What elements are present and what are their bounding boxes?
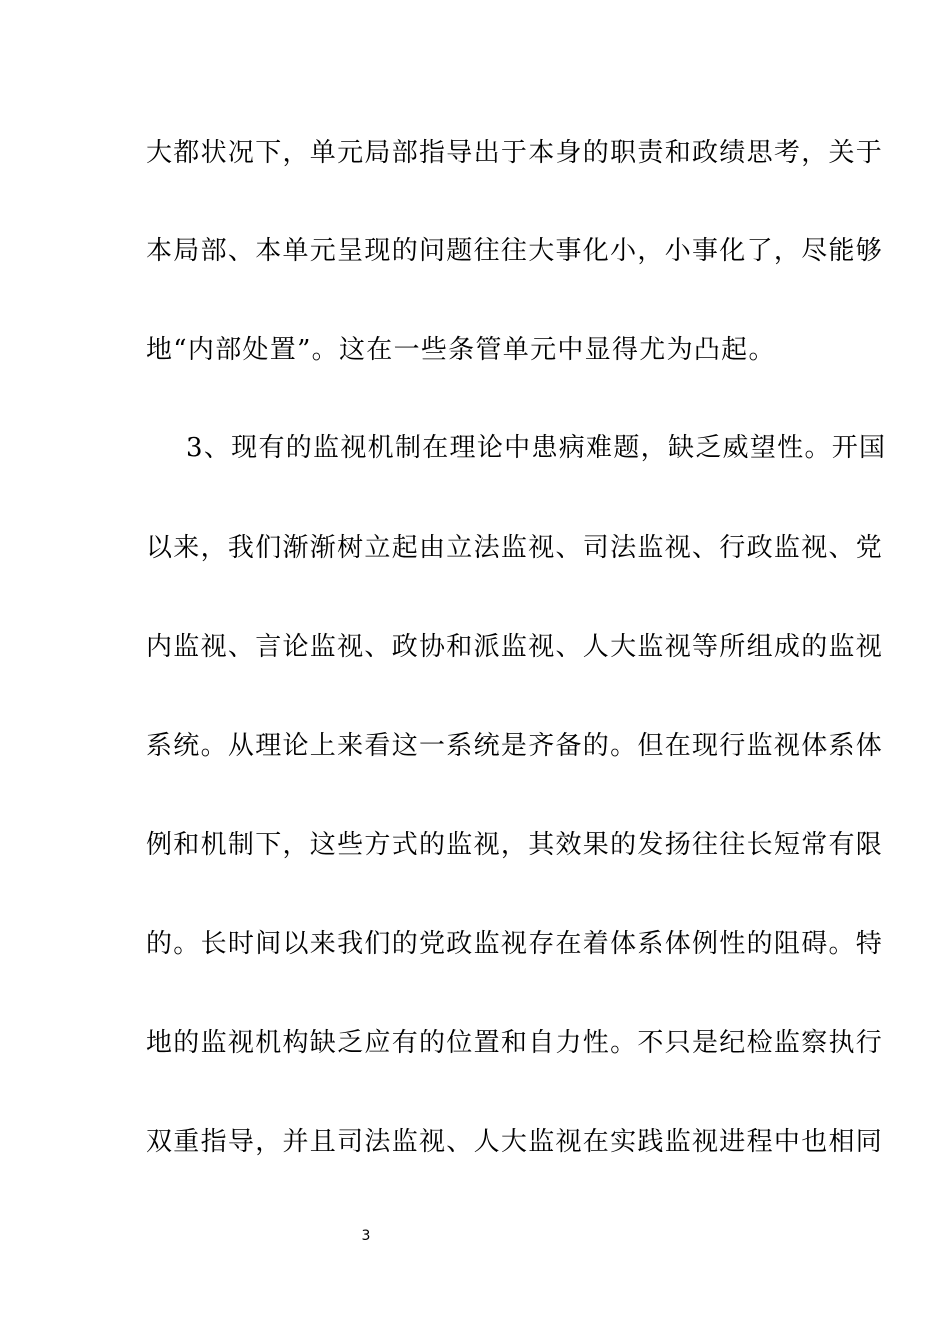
paragraph-line-11: 双重指导，并且司法监视、人大监视在实践监视进程中也相同 bbox=[146, 1127, 884, 1157]
paragraph-line-9: 的。长时间以来我们的党政监视存在着体系体例性的阻碍。特 bbox=[146, 929, 884, 959]
paragraph-line-8: 例和机制下，这些方式的监视，其效果的发扬往往长短常有限 bbox=[146, 830, 884, 860]
paragraph-line-7: 系统。从理论上来看这一系统是齐备的。但在现行监视体系体 bbox=[146, 731, 884, 761]
paragraph-line-1: 大都状况下，单元局部指导出于本身的职责和政绩思考，关于 bbox=[146, 138, 884, 168]
paragraph-line-10: 地的监视机构缺乏应有的位置和自力性。不只是纪检监察执行 bbox=[146, 1028, 884, 1058]
paragraph-line-3: 地“内部处置”。这在一些条管单元中显得尤为凸起。 bbox=[146, 335, 776, 365]
paragraph-line-6: 内监视、言论监视、政协和派监视、人大监视等所组成的监视 bbox=[146, 632, 884, 662]
paragraph-line-4: 3、现有的监视机制在理论中患病难题，缺乏威望性。开国 bbox=[186, 433, 887, 463]
paragraph-line-5: 以来，我们渐渐树立起由立法监视、司法监视、行政监视、党 bbox=[146, 533, 884, 563]
page-number: 3 bbox=[361, 1228, 371, 1244]
paragraph-line-2: 本局部、本单元呈现的问题往往大事化小，小事化了，尽能够 bbox=[146, 236, 884, 266]
